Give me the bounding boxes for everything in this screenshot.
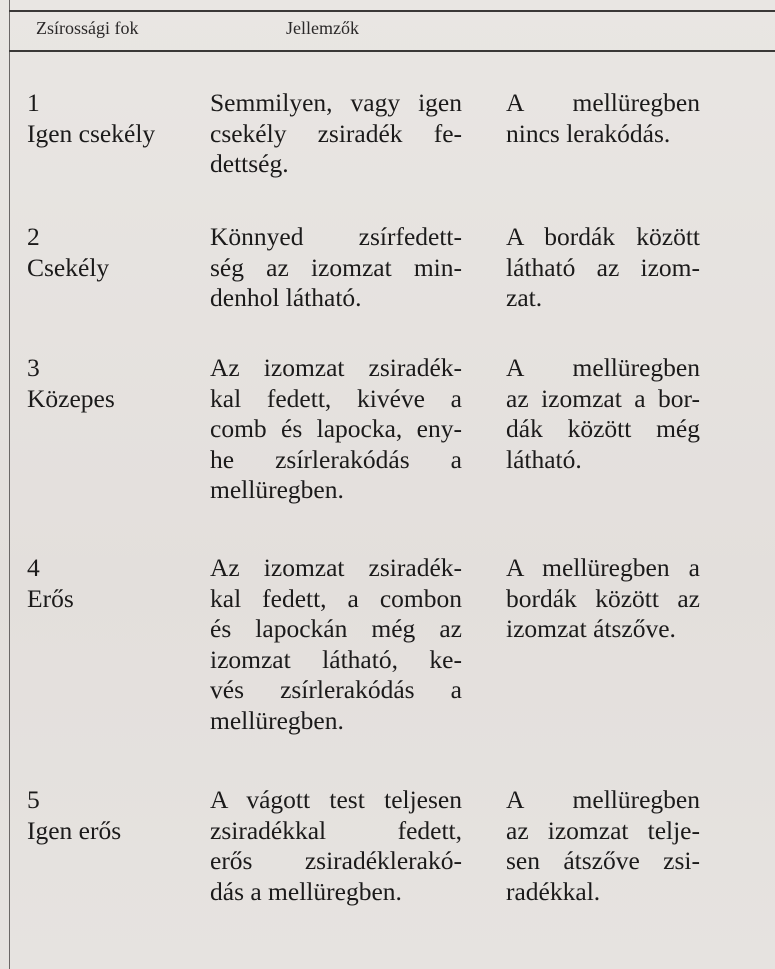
description-line: erős zsiradéklerakó- <box>210 846 462 875</box>
chest-line: bordák között az <box>506 583 700 613</box>
description-cell <box>210 353 462 506</box>
chest-line: zat. <box>506 283 543 312</box>
header-fat-grade: Zsírossági fok <box>36 18 139 38</box>
chest-cavity-cell <box>506 785 700 907</box>
chest-line: dák között még <box>506 414 700 443</box>
grade-label: Erős <box>27 583 74 613</box>
description-cell <box>210 222 462 314</box>
chest-line: A bordák között <box>506 222 700 251</box>
grade-number: 2 <box>27 222 40 251</box>
grade-label: Igen erős <box>27 815 122 845</box>
chest-line: látható az izom- <box>506 252 700 282</box>
description-line: comb és lapocka, eny- <box>210 414 462 443</box>
grade-number: 1 <box>27 88 40 117</box>
chest-line: nincs lerakódás. <box>506 118 671 148</box>
chest-line: az izomzat telje- <box>506 815 700 845</box>
grade-cell <box>27 785 207 846</box>
description-line: zsiradékkal fedett, <box>210 815 462 845</box>
description-line: mellüregben. <box>210 475 344 504</box>
description-line: A vágott test teljesen <box>210 785 462 814</box>
grade-number: 5 <box>27 785 40 814</box>
header-characteristics: Jellemzők <box>286 18 359 38</box>
description-line: Semmilyen, vagy igen <box>210 88 462 117</box>
grade-cell <box>27 553 207 614</box>
chest-line: látható. <box>506 444 582 474</box>
chest-line: A mellüregben <box>506 88 700 117</box>
description-line: dás a mellüregben. <box>210 876 402 906</box>
chest-line: A mellüregben <box>506 785 700 814</box>
grade-number: 3 <box>27 353 40 382</box>
description-line: dettség. <box>210 149 289 178</box>
chest-line: az izomzat a bor- <box>506 383 700 413</box>
table-top-rule <box>9 10 775 12</box>
description-line: denhol látható. <box>210 283 362 312</box>
description-cell <box>210 88 462 180</box>
description-line: és lapockán még az <box>210 614 462 643</box>
description-line: Az izomzat zsiradék- <box>210 353 462 382</box>
grade-label: Igen csekély <box>27 118 156 148</box>
chest-cavity-cell <box>506 553 700 645</box>
grade-cell <box>27 222 207 283</box>
description-line: Az izomzat zsiradék- <box>210 553 462 582</box>
description-line: he zsírlerakódás a <box>210 444 462 474</box>
description-line: Könnyed zsírfedett- <box>210 222 462 251</box>
description-line: vés zsírlerakódás a <box>210 675 462 704</box>
chest-line: A mellüregben <box>506 353 700 382</box>
description-line: kal fedett, kivéve a <box>210 383 462 413</box>
grade-number: 4 <box>27 553 40 582</box>
table-left-rule <box>9 0 10 969</box>
chest-line: sen átszőve zsi- <box>506 846 700 875</box>
description-line: izomzat látható, ke- <box>210 644 462 674</box>
description-line: csekély zsiradék fe- <box>210 118 462 148</box>
grade-cell <box>27 353 207 414</box>
grade-label: Közepes <box>27 383 115 413</box>
grade-label: Csekély <box>27 252 110 282</box>
chest-cavity-cell <box>506 222 700 314</box>
description-cell <box>210 553 462 736</box>
description-line: mellüregben. <box>210 705 344 735</box>
description-cell <box>210 785 462 907</box>
description-line: ség az izomzat min- <box>210 252 462 282</box>
grade-cell <box>27 88 207 149</box>
chest-line: A mellüregben a <box>506 553 700 582</box>
chest-line: izomzat átszőve. <box>506 614 676 643</box>
table-header-rule <box>9 50 775 52</box>
chest-cavity-cell <box>506 353 700 475</box>
description-line: kal fedett, a combon <box>210 583 462 613</box>
chest-line: radékkal. <box>506 876 601 906</box>
chest-cavity-cell <box>506 88 700 149</box>
